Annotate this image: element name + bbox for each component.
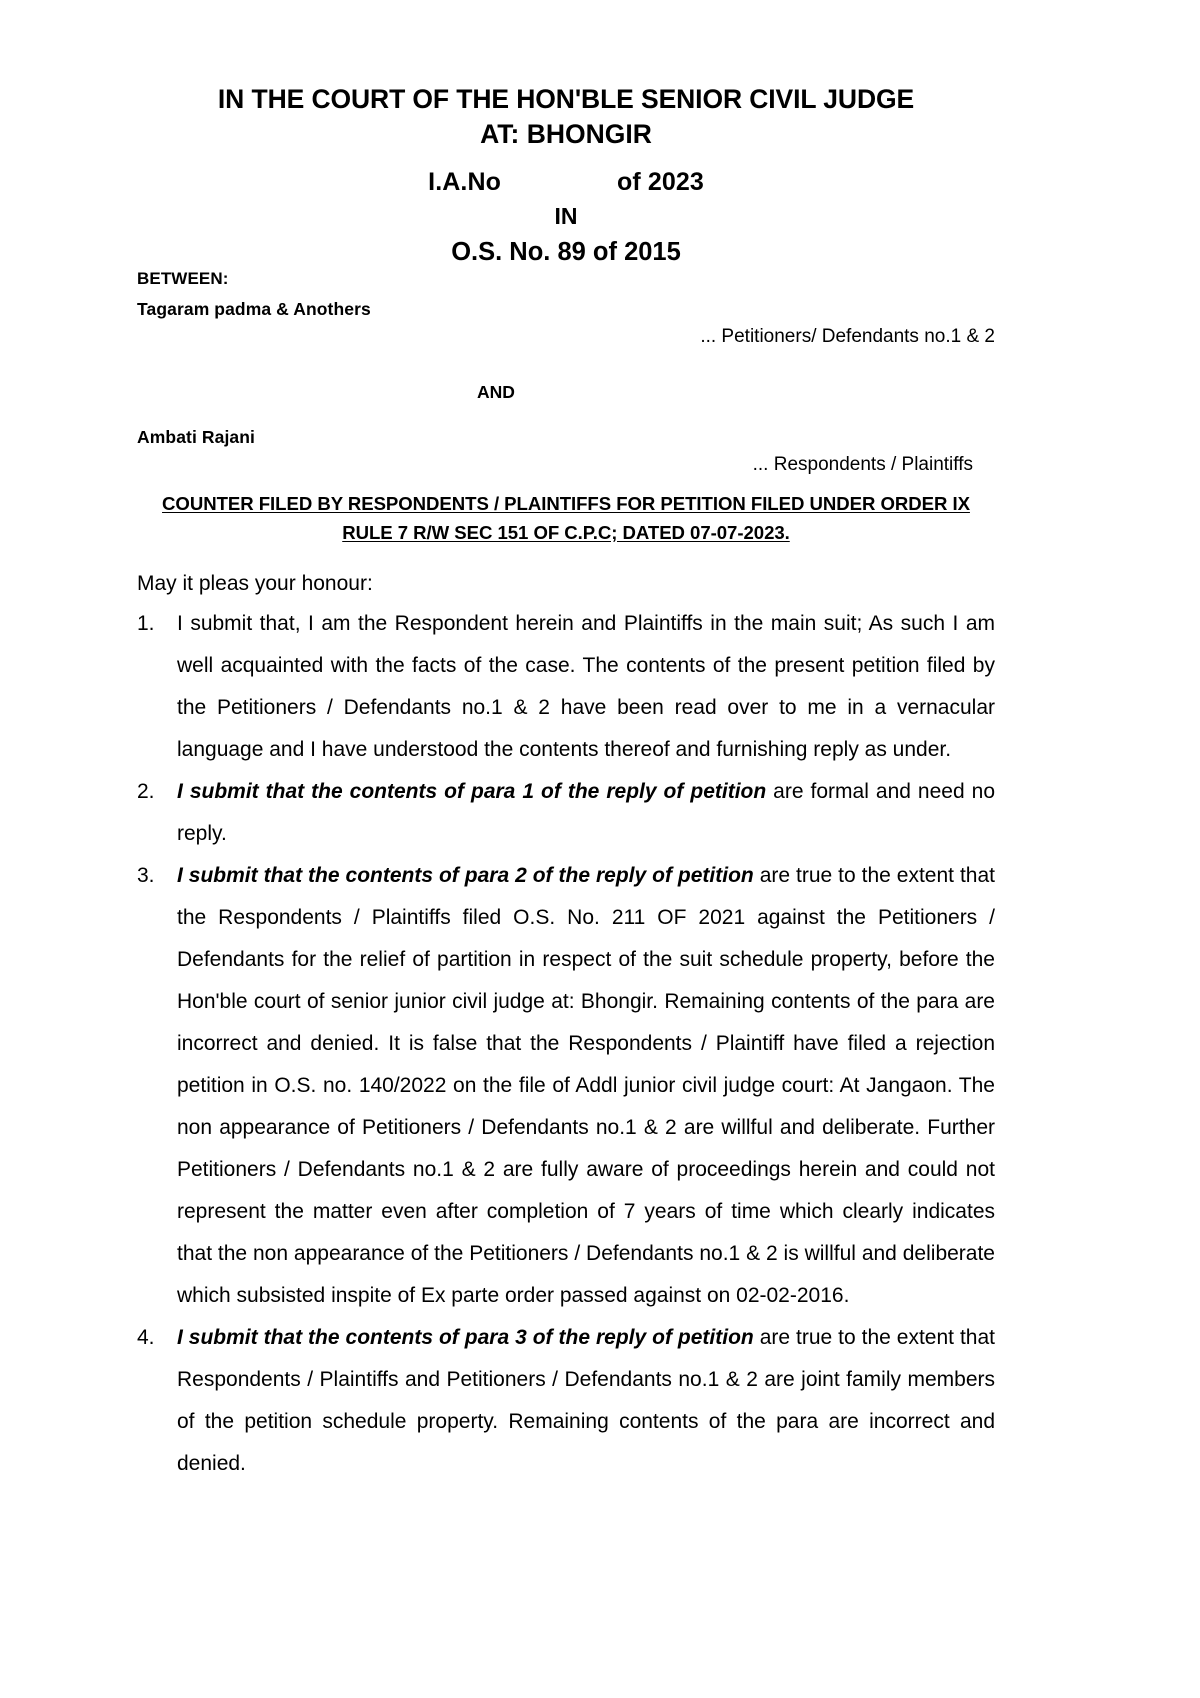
salutation: May it pleas your honour: <box>137 571 373 595</box>
paragraph-text: I submit that, I am the Respondent herein and Plaintiffs in the main suit; As such I am well acquainted with the facts of the case. The contents of the present petition filed by the Petitioners / Defendants no.1 & 2 have been read over to me in a vernacular language and I have understood the contents thereof and furnishing reply as under. <box>177 612 995 762</box>
paragraph-number: 2. <box>137 780 155 804</box>
paragraph-item <box>137 771 995 855</box>
court-title-line1: IN THE COURT OF THE HON'BLE SENIOR CIVIL JUDGE <box>217 84 915 114</box>
paragraph-lead: I submit that the contents of para 1 of the reply of petition <box>177 780 767 804</box>
paragraph-text: are true to the extent that the Respondents / Plaintiffs filed O.S. No. 211 OF 2021 against the Petitioners / Defendants for the relief of partition in respect of the suit schedule property, before the Hon'ble court of senior junior civil judge at: Bhongir. Remaining contents of the para are incorrect and denied. It is false that the Respondents / Plaintiff have filed a rejection petition in O.S. no. 140/2022 on the file of Addl junior civil judge court: At Jangaon. The non appearance of Petitioners / Defendants no.1 & 2 are willful and deliberate. Further Petitioners / Defendants no.1 & 2 are fully aware of proceedings herein and could not represent the matter even after completion of 7 years of time which clearly indicates that the non appearance of the Petitioners / Defendants no.1 & 2 is willful and deliberate which subsisted inspite of Ex parte order passed against on 02-02-2016. <box>177 864 995 1308</box>
in-connector: IN <box>554 202 578 229</box>
paragraph-lead: I submit that the contents of para 3 of the reply of petition <box>177 1326 754 1350</box>
and-connector: AND <box>477 381 515 402</box>
counter-heading-line2: RULE 7 R/W SEC 151 OF C.P.C; DATED 07-07-2023. <box>342 521 790 543</box>
paragraph-list <box>137 603 995 1485</box>
court-title-line2: AT: BHONGIR <box>480 118 652 149</box>
paragraph-lead: I submit that the contents of para 2 of the reply of petition <box>177 864 754 888</box>
petitioner-name: Tagaram padma & Anothers <box>137 298 371 319</box>
document-body <box>137 82 995 1485</box>
between-label: BETWEEN: <box>137 268 229 288</box>
paragraph-text: are formal and need no reply. <box>177 780 995 846</box>
counter-heading-line1: COUNTER FILED BY RESPONDENTS / PLAINTIFFS FOR PETITION FILED UNDER ORDER IX <box>162 492 970 514</box>
ia-number-line <box>137 168 995 197</box>
respondent-role: ... Respondents / Plaintiffs <box>752 453 973 475</box>
paragraph-item <box>137 855 995 1317</box>
respondent-name: Ambati Rajani <box>137 426 255 447</box>
paragraph-item <box>137 1317 995 1485</box>
petitioner-role: ... Petitioners/ Defendants no.1 & 2 <box>700 325 995 347</box>
paragraph-text: are true to the extent that Respondents / Plaintiffs and Petitioners / Defendants no.1 & 2 are joint family members of the petition schedule property. Remaining contents of the para are incorrect and denied. <box>177 1326 995 1476</box>
paragraph-number: 3. <box>137 864 155 888</box>
counter-heading <box>137 490 995 548</box>
paragraph-item <box>137 603 995 771</box>
ia-year: of 2023 <box>616 167 704 196</box>
paragraph-number: 1. <box>137 612 155 636</box>
ia-label: I.A.No <box>428 167 501 196</box>
os-number-line: O.S. No. 89 of 2015 <box>451 237 681 266</box>
paragraph-number: 4. <box>137 1326 155 1350</box>
